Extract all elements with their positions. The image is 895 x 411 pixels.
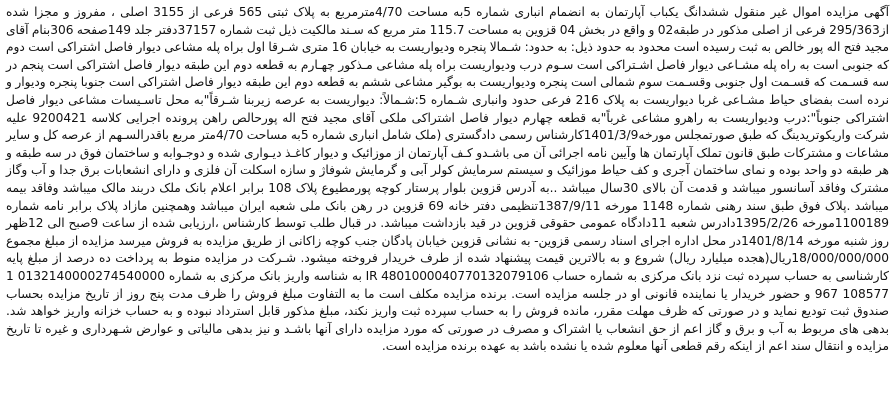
auction-notice-text: آگهی مزایده اموال غیر منقول ششدانگ یکباب آپارتمان به انضمام انباری شماره 5به مساحت 4/70مترمربع به پلاک ثبتی 565 فرعی از 3155 اصلی ، مفروز و مجزا شده از295/363 فرعی از اصلی مذکور در طبقه02 و واقع در بخش 04 قزوین به مساحت 115.7 متر مربع که سـند مالکیت ذیل ثبت شماره 37157دفتر جلد 149صفحه 306بنام آقای مجید فتح اله پور خالص به ثبت رسیده است محدود به حدود ذیل: به حدود: شـمالا پنجره وديواريست به خیابان 16 متری شـرقا اول براه پله مشاعی دیوار فاصل اشتراکی است دوم که جنوبی است به راه پله مشـاعی دیوار فاصل اشـتراکی است سـوم درب ودیواریست براه پله مشاعی مـذکور چهـارم به قطعه دوم این طبقه دیوار فاصل اشتراکی است پنجم در سه قسـمت که قسـمت اول جنوبی وقسـمت سوم شمالی است پنجره ودیواریست به بوگیر مشاعی ششم به قطعه دوم این طبقه دیوار فاصل اشتراکی است جنوبا پنجره ودیوار و نرده است بفضای حیاط مشـاعی غربا دیواریست به پلاک 216 فرعی حدود وانباری شـماره 5:شـمالاً: ديواريست به عرصه زیربنا شـرقاً"به محل تاسـیسات مشاعی دیوار فاصل اشتراکی جنوباً":درب ودیواریست به راهرو مشاعی غرباً"به قطعه چهارم دیوار فاصل اشتراکی ملکی آقای مجید فتح اله پورحالص راهن پرونده اجرایی کلاسه 9200421 علیه شرکت واریکوتریدینگ که طبق صورتمجلس مورخه1401/3/9کارشناس رسمی دادگستری (ملک شامل انباری شماره 5به مساحت 4/70متر مربع باقدرالسـهم از عرصه کل و سایر مشاعات و مشترکات طبق قانون تملک آپارتمان ها وآیین نامه اجرائی آن می باشـدو کـف آپارتمان از موزائیک و دیوار کاغـذ دیـواری شده و دوجـوابه و ساختمان فوق در سه طبقه و هر طبقه دو واحد بوده و نمای ساختمان آجری و کف حیاط موزائیک و سیستم سرمایش کولر آبی و گرمایش شوفاژ و سازه اسکلت آن فلزی و دارای انشعابات برق جدا و آب وگاز مشترک وفاقد آسانسور میباشد و قدمت آن بالای 30سال میباشد ..به آدرس قزوین بلوار پرستار کوچه پورمطیوع پلاک 108 برابر اعلام بانک ملک دربند مالک میباشد وفاقد بیمه میباشد .پلاک فوق طبق سند رهنی شماره 1148 مورخه 1387/9/11تنظیمی دفتر خانه 69 قزوین در رهن بانک ملی شعبه ایران میباشد وهمچنین مازاد پلاک برابر نامه شماره 1100189مورخه 1395/2/26دادرس شعبه 11دادگاه عمومی حقوقی قزوین در قید بازداشت میباشد. در قبال طلب توسط کارشناس ،ارزیابی شده از ساعت 9صبح الی 12ظهر روز شنبه مورخه 1401/8/14در محل اداره اجرای اسناد رسمی قزوین- به نشانی قزوین خیابان پادگان جنب کوچه زاکانی از طریق مزایده به فروش میرسد مزایده از مبلغ مجموع 18/000/000/000ریال(هجده میلیارد ریال) شروع و به بالاترین قیمت پیشنهاد شده از طرف خریدار فروخته میشود. شـرکت در مزایده منوط به پرداخت ده درصد از مبلغ پایه کارشناسی به حساب سپرده ثبت نزد بانک مرکزی به شماره حساب IR 4801000040770132079106 به شناسه واریز بانک مرکزی به شماره 0132140000274540000 1 108577 967 و حضور خریدار یا نماینده قانونی او در جلسه مزایده است. برنده مزایده مکلف است ما به التفاوت مبلغ فروش را ظرف مدت پنج روز از تاریخ مزایده بحساب صندوق ثبت تودیع نماید و در صورتی که ظرف مهلت مقرر، مانده فروش را به حساب سپرده ثبت واریز نکند، مبلغ مذکور قابل استرداد نبوده و به حساب خزانه واریز خواهد شد. بدهی های مربوط به آب و برق و گاز اعم از حق انشعاب یا اشتراک و مصرف در صورتی که مورد مزایده دارای آنها باشـد و نیز بدهی مالیاتی و عوارض شـهرداری و غیره تا تاریخ مزایده و انتقال سند اعم از اینکه رقم قطعی آنها معلوم شده یا نشده باشد به عهده برنده مزایده است. [6, 5, 890, 354]
